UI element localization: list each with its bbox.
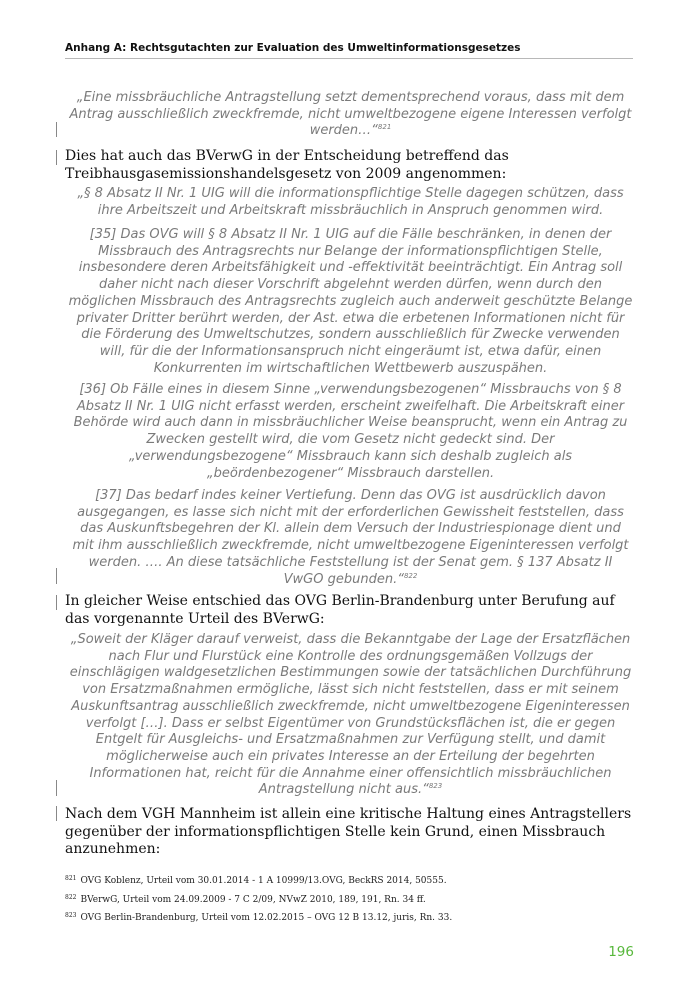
body-paragraph: Dies hat auch das BVerwG in der Entscheidung betreffend das Treibhausgasemissionshandelsgesetz von 2009 angenommen: bbox=[65, 148, 509, 182]
quote-paragraph: [35] Das OVG will § 8 Absatz II Nr. 1 UIG auf die Fälle beschränken, in denen der Missbrauch des Antragsrechts nur Belange der informationspflichtigen Stelle, insbesondere deren Arbeitsfähigkeit und -effektivität beeinträchtigt. Ein Antrag soll daher nicht nach dieser Vorschrift abgelehnt werden dürfen, wenn durch den möglichen Missbrauch des Antragsrechts zugleich auch anderweit geschützte Belange privater Dritter berührt werden, der Ast. etwa die erbetenen Informationen nicht für die Förderung des Umweltschutzes, sondern ausschließlich für Zwecke verwenden will, für die der Informationsanspruch nicht eingeräumt ist, etwa dafür, einen Konkurrenten im wirtschaftlichen Wettbewerb auszuspähen. bbox=[68, 227, 633, 376]
footnote-ref-821[interactable]: 821 bbox=[377, 123, 392, 132]
quote-paragraph: „§ 8 Absatz II Nr. 1 UIG will die informationspflichtige Stelle dagegen schützen, dass ihre Arbeitszeit und Arbeitskraft missbräuchlich in Anspruch genommen wird. bbox=[77, 186, 624, 218]
quote-text: „Eine missbräuchliche Antragstellung setzt dementsprechend voraus, dass mit dem Antrag ausschließlich zweckfremde, nicht umweltbezogene eigene Interessen verfolgt werden…“ bbox=[69, 90, 632, 139]
change-bar bbox=[56, 568, 57, 584]
footnote bbox=[65, 913, 633, 924]
quote-text: „Soweit der Kläger darauf verweist, dass die Bekanntgabe der Lage der Ersatzflächen nach Flur und Flurstück eine Kontrolle des ordnungsgemäßen Vollzugs der einschlägigen waldgesetzlichen Bestimmungen sowie der tatsächlichen Durchführung von Ersatzmaßnahmen ermögliche, lässt sich nicht feststellen, dass er mit seinem Auskunftsantrag ausschließlich zweckfremde, nicht umweltbezogene Eigeninteressen verfolgt […]. Dass er selbst Eigentümer von Grundstücksflächen ist, die er gegen Entgelt für Ausgleichs- und Ersatzmaßnahmen zur Verfügung stellt, und damit möglicherweise auch ein privates Interesse an der Erteilung der begehrten Informationen hat, reicht für die Annahme einer offensichtlich missbräuchlichen Antragstellung nicht aus.“ bbox=[69, 632, 632, 798]
running-header: Anhang A: Rechtsgutachten zur Evaluation des Umweltinformationsgesetzes bbox=[65, 42, 521, 54]
body-paragraph: Nach dem VGH Mannheim ist allein eine kritische Haltung eines Antragstellers gegenüber der informationspflichtigen Stelle kein Grund, einen Missbrauch anzunehmen: bbox=[65, 806, 632, 857]
body-paragraph: In gleicher Weise entschied das OVG Berlin-Brandenburg unter Berufung auf das vorgenannte Urteil des BVerwG: bbox=[65, 593, 615, 627]
quote-822 bbox=[68, 488, 633, 588]
quote-text: [37] Das bedarf indes keiner Vertiefung. Denn das OVG ist ausdrücklich davon ausgegangen, es lasse sich nicht mit der erforderlichen Gewissheit feststellen, dass das Auskunftsbegehren der Kl. allein dem Versuch der Industriespionage dient und mit ihm ausschließlich zweckfremde, nicht umweltbezogene Eigeninteressen verfolgt werden. …. An diese tatsächliche Feststellung ist der Senat gem. § 137 Absatz II VwGO gebunden.“ bbox=[72, 488, 629, 587]
footnote-text: OVG Koblenz, Urteil vom 30.01.2014 - 1 A 10999/13.OVG, BeckRS 2014, 50555. bbox=[80, 876, 447, 886]
change-bar bbox=[56, 806, 57, 821]
footnote-number: 822 bbox=[65, 893, 77, 901]
change-bar bbox=[56, 780, 57, 796]
page-number: 196 bbox=[608, 944, 634, 960]
quote-paragraph: [36] Ob Fälle eines in diesem Sinne „verwendungsbezogenen“ Missbrauchs von § 8 Absatz II Nr. 1 UIG nicht erfasst werden, erscheint zweifelhaft. Die Arbeitskraft einer Behörde wird auch dann in missbräuchlicher Weise beansprucht, wenn ein Antrag zu Zwecken gestellt wird, die vom Gesetz nicht gedeckt sind. Der „verwendungsbezogene“ Missbrauch kann sich deshalb zugleich als „beördenbezogener“ Missbrauch darstellen. bbox=[73, 382, 628, 481]
change-bar bbox=[56, 122, 57, 137]
footnote-ref-822[interactable]: 822 bbox=[403, 571, 418, 580]
header-rule bbox=[65, 58, 633, 59]
quote-823 bbox=[68, 632, 633, 799]
footnote-text: BVerwG, Urteil vom 24.09.2009 - 7 C 2/09, NVwZ 2010, 189, 191, Rn. 34 ff. bbox=[80, 894, 426, 905]
footnote-number: 823 bbox=[65, 912, 77, 919]
footnote bbox=[65, 876, 633, 887]
footnote-ref-823[interactable]: 823 bbox=[428, 782, 443, 791]
quote-821 bbox=[68, 90, 633, 140]
change-bar bbox=[56, 150, 57, 165]
footnote-number: 821 bbox=[65, 875, 77, 882]
footnote-text: OVG Berlin-Brandenburg, Urteil vom 12.02.2015 – OVG 12 B 13.12, juris, Rn. 33. bbox=[80, 913, 453, 923]
footnote bbox=[65, 895, 633, 906]
change-bar bbox=[56, 595, 57, 610]
footnotes bbox=[65, 876, 633, 932]
